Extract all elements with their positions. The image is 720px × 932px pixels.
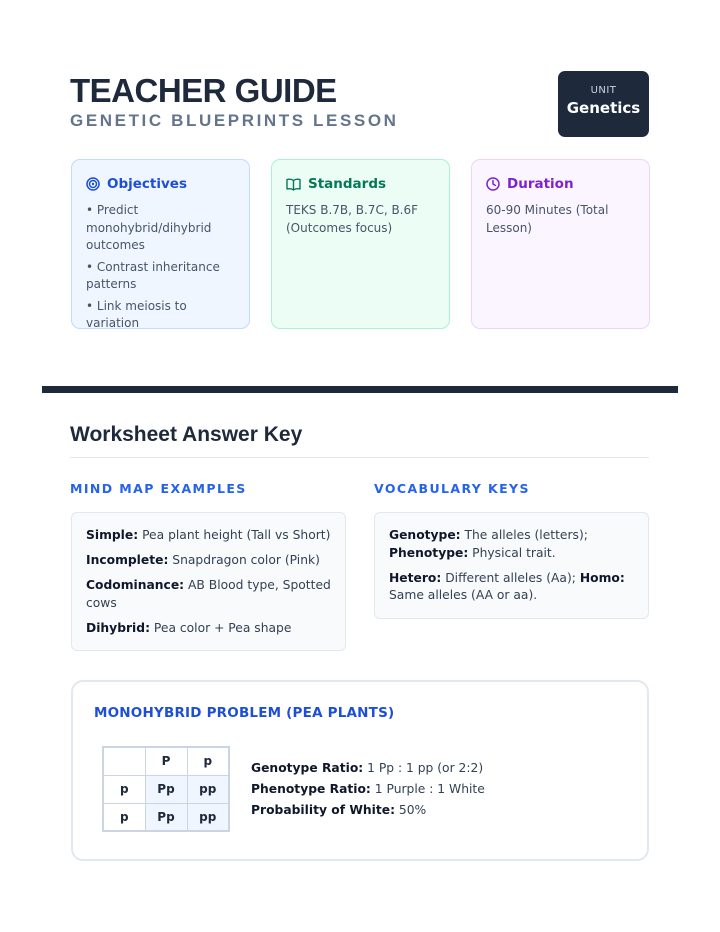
probability-white <box>251 800 485 821</box>
book-icon <box>286 178 301 191</box>
phenotype-label: Phenotype Ratio: <box>251 782 371 796</box>
standards-text: TEKS B.7B, B.7C, B.6F (Outcomes focus) <box>286 203 419 235</box>
unit-value: Genetics <box>566 99 641 117</box>
mind-map-item <box>86 620 331 638</box>
monohybrid-problem <box>71 680 649 861</box>
mind-map-term: Incomplete: <box>86 553 169 567</box>
punnett-row-header: p <box>103 775 145 803</box>
page-title: TEACHER GUIDE <box>70 72 337 109</box>
punnett-row <box>103 775 229 803</box>
answer-key-rule <box>70 457 649 458</box>
target-icon <box>86 177 100 191</box>
vocab-desc: The alleles (letters); <box>460 528 588 542</box>
mind-map-label: MIND MAP EXAMPLES <box>70 481 247 496</box>
vocab-term: Hetero: <box>389 570 442 585</box>
mind-map-term: Codominance: <box>86 578 185 592</box>
punnett-row-header: p <box>103 803 145 831</box>
vocab-desc: Same alleles (AA or aa). <box>389 588 538 602</box>
genotype-label: Genotype Ratio: <box>251 761 364 775</box>
genotype-value: 1 Pp : 1 pp (or 2:2) <box>363 761 484 775</box>
probability-value: 50% <box>395 803 427 817</box>
page-subtitle: GENETIC BLUEPRINTS LESSON <box>70 111 399 130</box>
punnett-row <box>103 803 229 831</box>
standards-title: Standards <box>308 176 387 192</box>
header <box>70 72 399 131</box>
mind-map-item <box>86 527 331 545</box>
punnett-cell: Pp <box>145 775 187 803</box>
probability-label: Probability of White: <box>251 803 395 817</box>
objective-item: • Link meiosis to variation <box>86 298 187 330</box>
punnett-header-row <box>103 747 229 775</box>
phenotype-ratio <box>251 779 485 800</box>
clock-icon <box>486 177 500 191</box>
mind-map-desc: Snapdragon color (Pink) <box>168 553 320 567</box>
objectives-title: Objectives <box>107 176 187 192</box>
standards-card <box>271 159 450 329</box>
punnett-col-header: p <box>187 747 229 775</box>
monohybrid-title: MONOHYBRID PROBLEM (PEA PLANTS) <box>94 705 395 721</box>
punnett-col-header: P <box>145 747 187 775</box>
mind-map-item <box>86 577 331 612</box>
objective-item: • Predict monohybrid/dihybrid outcomes <box>86 203 212 252</box>
mind-map-desc: AB Blood type, Spotted cows <box>86 578 331 610</box>
mind-map-item <box>86 552 331 570</box>
vocab-term: Homo: <box>579 570 625 585</box>
section-divider <box>42 386 678 393</box>
vocab-term: Phenotype: <box>389 545 469 560</box>
answer-key-title: Worksheet Answer Key <box>70 423 303 446</box>
vocab-line <box>389 527 634 562</box>
objectives-header <box>86 176 235 192</box>
mind-map-desc: Pea plant height (Tall vs Short) <box>138 528 331 542</box>
objectives-list <box>86 202 235 333</box>
duration-title: Duration <box>507 176 574 192</box>
vocab-line <box>389 570 634 605</box>
duration-header <box>486 176 635 192</box>
phenotype-value: 1 Purple : 1 White <box>370 782 485 796</box>
mind-map-desc: Pea color + Pea shape <box>150 620 292 635</box>
punnett-cell: pp <box>187 803 229 831</box>
genotype-ratio <box>251 758 485 779</box>
vocab-desc: Physical trait. <box>468 545 556 560</box>
mind-map-term: Dihybrid: <box>86 620 150 635</box>
punnett-cell: Pp <box>145 803 187 831</box>
objective-item: • Contrast inheritance patterns <box>86 259 220 291</box>
vocab-label: VOCABULARY KEYS <box>374 481 530 496</box>
vocab-desc: Different alleles (Aa); <box>441 570 580 585</box>
mind-map-box <box>71 512 346 651</box>
unit-label: UNIT <box>590 85 617 96</box>
vocab-term: Genotype: <box>389 528 461 542</box>
unit-badge <box>558 71 649 137</box>
mind-map-term: Simple: <box>86 528 139 542</box>
standards-header <box>286 176 435 192</box>
duration-card <box>471 159 650 329</box>
objectives-card <box>71 159 250 329</box>
vocab-box <box>374 512 649 619</box>
ratios <box>251 758 485 821</box>
punnett-cell: pp <box>187 775 229 803</box>
punnett-square <box>102 746 230 832</box>
duration-text: 60-90 Minutes (Total Lesson) <box>486 203 609 235</box>
punnett-corner <box>103 747 145 775</box>
